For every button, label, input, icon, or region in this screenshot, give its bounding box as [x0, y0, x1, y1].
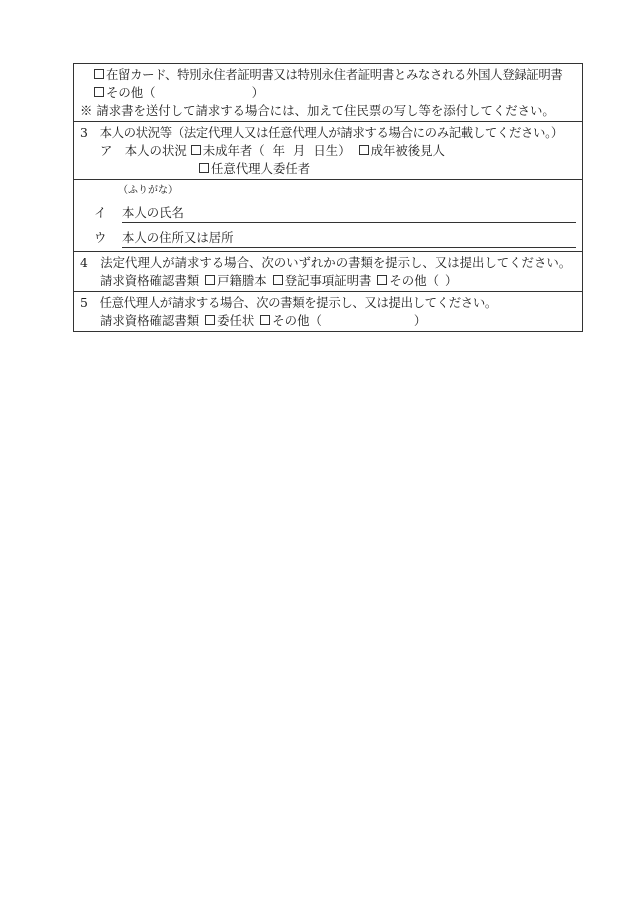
other-close: ）: [444, 273, 458, 288]
mail-request-note: ※ 請求書を送付して請求する場合には、加えて住民票の写し等を添付してください。: [80, 103, 555, 118]
other-close: ）: [413, 313, 427, 328]
section-5-voluntary-representative: [74, 292, 582, 331]
checkbox-adult-guardian[interactable]: [359, 145, 369, 155]
checkbox[interactable]: [94, 87, 104, 97]
section-4-docs-row: [80, 272, 576, 290]
voluntary-label: 任意代理人委任者: [211, 161, 311, 176]
section-5-text: 5 任意代理人が請求する場合、次の書類を提示し、又は提出してください。: [80, 295, 497, 310]
adult-guardian-label: 成年被後見人: [370, 143, 445, 158]
checkbox-other[interactable]: [260, 315, 270, 325]
furigana-label: （ふりがな）: [118, 185, 178, 196]
checkbox-power-of-attorney[interactable]: [205, 315, 215, 325]
address-row: [80, 229, 576, 248]
month-label: 月: [293, 143, 306, 158]
other-label: その他（: [389, 273, 439, 288]
checkbox[interactable]: [94, 69, 104, 79]
voluntary-row: [80, 160, 576, 178]
other-close: ）: [251, 85, 264, 100]
checkbox-row-residence-card[interactable]: [80, 66, 576, 84]
checkbox-other[interactable]: [377, 275, 387, 285]
section-3-title: 3 本人の状況等（法定代理人又は任意代理人が請求する場合にのみ記載してください。）: [80, 125, 563, 140]
person-name-label: 本人の氏名: [122, 205, 184, 220]
section-4-text: 4 法定代理人が請求する場合、次のいずれかの書類を提示し、又は提出してください。: [80, 255, 572, 270]
person-address-field[interactable]: [122, 229, 576, 248]
residence-card-label: 在留カード、特別永住者証明書又は特別永住者証明書とみなされる外国人登録証明書: [106, 67, 563, 82]
i-mark: イ: [94, 205, 107, 220]
person-name-field[interactable]: [122, 204, 576, 223]
section-5-docs-row: [80, 312, 576, 330]
name-row: [80, 204, 576, 223]
section-3-person-status: [74, 122, 582, 180]
checkbox-minor[interactable]: [191, 145, 201, 155]
section-4-legal-representative: [74, 252, 582, 292]
request-form-table: [73, 63, 583, 332]
docs-label: 請求資格確認書類: [100, 313, 200, 328]
status-label: ア 本人の状況: [100, 143, 187, 158]
person-address-label: 本人の住所又は居所: [122, 230, 234, 245]
other-label: その他（: [272, 313, 322, 328]
checkbox-row-other[interactable]: [80, 84, 576, 102]
birth-label: 日生）: [313, 143, 351, 158]
other-label: その他（: [106, 85, 156, 100]
section-3-name-address: [74, 180, 582, 252]
u-mark: ウ: [94, 230, 107, 245]
status-row: [80, 142, 576, 160]
registry-certificate-label: 登記事項証明書: [284, 273, 372, 288]
minor-label: 未成年者（: [202, 143, 265, 158]
docs-label: 請求資格確認書類: [100, 273, 200, 288]
year-label: 年: [272, 143, 286, 158]
section-identity-documents: [74, 64, 582, 122]
checkbox-voluntary[interactable]: [199, 163, 209, 173]
power-of-attorney-label: 委任状: [217, 313, 255, 328]
family-register-label: 戸籍謄本: [217, 273, 267, 288]
checkbox-family-register[interactable]: [205, 275, 215, 285]
checkbox-registry-certificate[interactable]: [273, 275, 283, 285]
